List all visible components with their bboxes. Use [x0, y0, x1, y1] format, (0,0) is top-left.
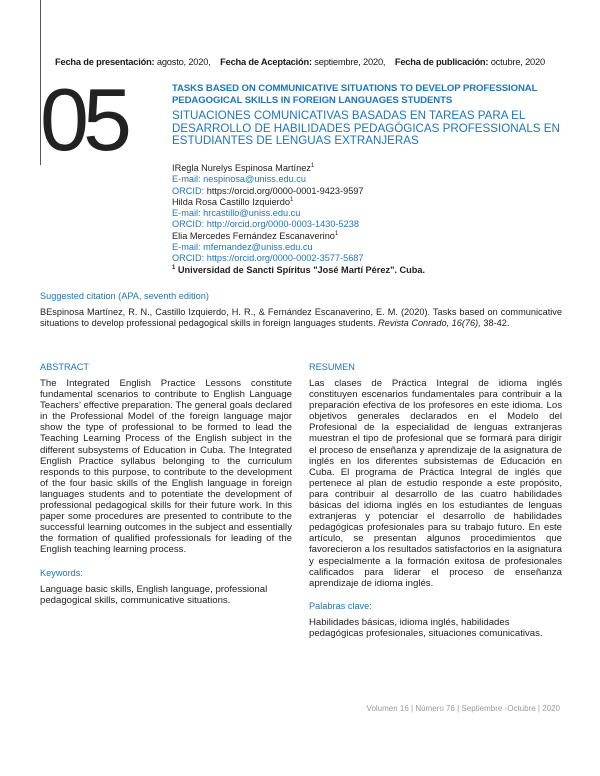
acceptance-date-label: Fecha de Aceptación: [220, 57, 312, 67]
publication-date-label: Fecha de publicación: [394, 57, 489, 67]
email-link[interactable]: nespinosa@uniss.edu.cu [203, 174, 306, 185]
publication-date-value: octubre, 2020 [490, 57, 545, 67]
title-spanish: SITUACIONES COMUNICATIVAS BASADAS EN TAREAS PARA EL DESARROLLO DE HABILIDADES PEDAGÓGICAS PROFESSIONALS EN ESTUDIANTES DE LENGUAS EXTRANJERAS [172, 109, 560, 148]
authors-block [172, 163, 572, 276]
author-email: E-mail: mfernandez@uniss.edu.cu [172, 242, 313, 253]
resumen-heading: RESUMEN [309, 362, 355, 372]
author-orcid: ORCID: https://orcid.org/0000-0001-9423-9597 [172, 185, 364, 196]
citation-journal: Revista Conrado, 16(76), [378, 318, 481, 329]
email-link[interactable]: mfernandez@uniss.edu.cu [203, 242, 313, 253]
abstract-heading: ABSTRACT [40, 362, 90, 372]
email-link[interactable]: hrcastillo@uniss.edu.cu [203, 208, 301, 219]
author-name: IRegla Nurelys Espinosa Martínez$^1$ [172, 162, 315, 173]
palabras-clave-heading: Palabras clave: [309, 600, 372, 611]
author-orcid: ORCID: http://orcid.org/0000-0003-1430-5238 [172, 219, 359, 230]
presentation-date-value: agosto, 2020, [156, 57, 211, 67]
author-email: E-mail: hrcastillo@uniss.edu.cu [172, 208, 301, 219]
acceptance-date-value: septiembre, 2020, [314, 57, 386, 67]
citation-text: BEspinosa Martínez, R. N., Castillo Izquierdo, H. R., & Fernández Escanaverino, E. M. (2020). Tasks based on communicative situations to develop professional pedagogical skills in foreign languages students. Revista Conrado, 16(76), 38-42. [40, 307, 562, 329]
abstract-column [40, 362, 292, 606]
orcid-link[interactable]: https://orcid.org/0000-0002-3577-5687 [206, 253, 364, 264]
article-number: 05 [40, 70, 126, 169]
abstract-text: The Integrated English Practice Lessons constitute fundamental scenarios to contribute to English Language Teachers’ effective preparation. The general goals declared in the Professional Model of the foreign language major show the type of professional to be formed to lead the Teaching Learning Process of the English subject in the different subsystems of Education in Cuba. The Integrated English Practice syllabus belonging to the curriculum responds to this purpose, to contribute to the development of the four basic skills of the English language in foreign languages students and to potentiate the development of professional pedagogical skills for their future work. In this paper some procedures are presented to contribute to the successful learning outcomes in the subject and essentially the formation of qualified professionals for leading of the English teaching learning process. [40, 378, 292, 556]
keywords-heading: Keywords: [40, 567, 83, 578]
author-orcid: ORCID: https://orcid.org/0000-0002-3577-5687 [172, 253, 364, 264]
orcid-link[interactable]: https://orcid.org/0000-0001-9423-9597 [206, 185, 364, 196]
page-footer: Volumen 16 | Número 76 | Septiembre -Octubre | 2020 [366, 704, 560, 713]
title-english: TASKS BASED ON COMMUNICATIVE SITUATIONS TO DEVELOP PROFESSIONAL PEDAGOGICAL SKILLS IN FOREIGN LANGUAGES STUDENTS [172, 83, 538, 106]
orcid-link[interactable]: http://orcid.org/0000-0003-1430-5238 [206, 219, 359, 230]
author-name: Elia Mercedes Fernández Escanaverino$^1$ [172, 230, 339, 241]
author-email: E-mail: nespinosa@uniss.edu.cu [172, 174, 306, 185]
palabras-clave-text: Habilidades básicas, idioma inglés, habilidades pedagógicas profesionales, situaciones comunicativas. [309, 616, 543, 639]
affiliation: $^1$ Universidad de Sancti Spíritus "José Martí Pérez". Cuba. [172, 264, 426, 275]
keywords-text: Language basic skills, English language, professional pedagogical skills, communicative situations. [40, 583, 268, 606]
publication-dates [55, 57, 545, 67]
resumen-column [309, 362, 562, 639]
author-name: Hilda Rosa Castillo Izquierdo$^1$ [172, 196, 294, 207]
citation-label: Suggested citation (APA, seventh edition) [40, 291, 209, 301]
presentation-date-label: Fecha de presentación: [55, 57, 155, 67]
resumen-text: Las clases de Práctica Integral de idioma inglés constituyen escenarios fundamentales para contribuir a la preparación efectiva de los profesores en este idioma. Los objetivos generales declarados en el Modelo del Profesional de la especialidad de lenguas extranjeras muestran el tipo de profesional que se formará para dirigir el proceso de enseñanza y aprendizaje de la asignatura de inglés en los diferentes subsistemas de Educación en Cuba. El programa de Práctica Integral de inglés que pertenece al plan de estudio responde a este propósito, para contribuir al desarrollo de las cuatro habilidades básicas del idioma inglés en los estudiantes de lenguas extranjeras y potenciar el desarrollo de habilidades pedagógicas profesionales para su trabajo futuro. En este artículo, se presentan algunos procedimientos que favorecieron a los resultados satisfactorios en la asignatura y especialmente a la formación exitosa de profesionales calificados para liderar el proceso de enseñanza aprendizaje de idioma inglés. [309, 378, 562, 589]
